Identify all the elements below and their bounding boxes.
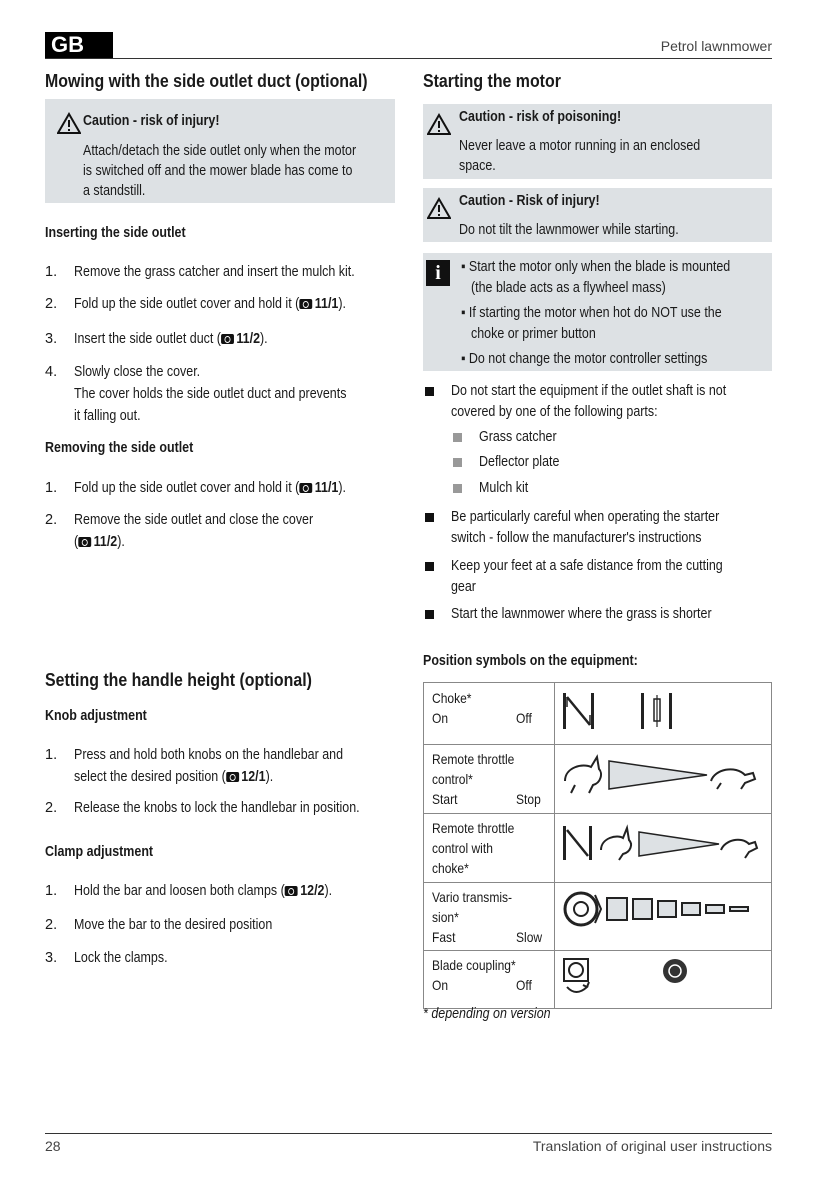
bullet-item: Do not start the equipment if the outlet shaft is not covered by one of the following parts: bbox=[423, 381, 772, 422]
table-cell bbox=[555, 883, 772, 951]
list-item: 3. Insert the side outlet duct ( 11/2). bbox=[45, 331, 268, 347]
page-number: 28 bbox=[45, 1138, 61, 1154]
blade-coupling-icon bbox=[561, 957, 771, 1003]
table-cell bbox=[555, 951, 772, 1009]
list-item: 1. Hold the bar and loosen both clamps ( 12/2). bbox=[45, 883, 333, 899]
subheading-removing: Removing the side outlet bbox=[45, 440, 194, 456]
table-cell: Remote throttle control with choke* bbox=[424, 814, 555, 883]
list-item: 3. Lock the clamps. bbox=[45, 950, 168, 966]
info-icon: i bbox=[426, 260, 450, 286]
info-box: i ▪ Start the motor only when the blade is mounted (the blade acts as a flywheel mass) ▪ If starting the motor when hot do NOT use the choke or primer button ▪ Do not change the motor controller settings bbox=[423, 253, 772, 371]
caution-box-injury: Caution - risk of injury! Attach/detach the side outlet only when the motor is switched off and the mower blade has come to a standstill. bbox=[45, 99, 395, 203]
section-heading-starting: Starting the motor bbox=[423, 70, 561, 91]
position-symbols-table bbox=[423, 682, 772, 1009]
subheading-knob: Knob adjustment bbox=[45, 708, 147, 724]
list-item: 1. Press and hold both knobs on the handlebar and select the desired position ( 12/1). bbox=[45, 747, 344, 785]
throttle-choke-icon bbox=[561, 822, 771, 872]
warning-icon bbox=[427, 113, 451, 135]
table-row bbox=[424, 951, 772, 1009]
camera-icon bbox=[78, 537, 91, 547]
table-cell bbox=[555, 683, 772, 745]
table-cell: Vario transmis- sion* Fast Slow bbox=[424, 883, 555, 951]
list-item: 2. Remove the side outlet and close the cover ( 11/2). bbox=[45, 512, 314, 550]
camera-icon bbox=[285, 886, 298, 896]
camera-icon bbox=[299, 299, 312, 309]
choke-on-off-icon bbox=[561, 689, 761, 739]
warning-icon bbox=[57, 112, 81, 134]
section-heading-side-outlet: Mowing with the side outlet duct (optional) bbox=[45, 70, 368, 91]
footnote: * depending on version bbox=[423, 1006, 551, 1022]
list-item: 2. Fold up the side outlet cover and hold it ( 11/1). bbox=[45, 296, 346, 312]
camera-icon bbox=[221, 334, 234, 344]
camera-icon bbox=[226, 772, 239, 782]
subheading-inserting: Inserting the side outlet bbox=[45, 225, 186, 241]
table-cell: Choke* On Off bbox=[424, 683, 555, 745]
footer-rule bbox=[45, 1133, 772, 1134]
footer-text: Translation of original user instructions bbox=[532, 1138, 772, 1154]
list-item: 4. Slowly close the cover. The cover holds the side outlet duct and prevents it falling out. bbox=[45, 364, 347, 424]
warning-icon bbox=[427, 197, 451, 219]
section-heading-handle: Setting the handle height (optional) bbox=[45, 669, 312, 690]
table-cell bbox=[555, 745, 772, 814]
table-row bbox=[424, 883, 772, 951]
language-badge: GB bbox=[45, 32, 113, 58]
sub-bullet-item: Grass catcher bbox=[451, 427, 569, 447]
list-item: 1. Remove the grass catcher and insert the mulch kit. bbox=[45, 264, 355, 280]
list-item: 2. Release the knobs to lock the handlebar in position. bbox=[45, 800, 360, 816]
bullet-item: Be particularly careful when operating the starter switch - follow the manufacturer's instructions bbox=[423, 507, 772, 548]
table-row bbox=[424, 814, 772, 883]
header-title: Petrol lawnmower bbox=[660, 38, 772, 54]
sub-bullet-item: Deflector plate bbox=[451, 452, 573, 472]
vario-transmission-icon bbox=[561, 889, 771, 939]
caution-box-poisoning: Caution - risk of poisoning! Never leave a motor running in an enclosed space. bbox=[423, 104, 772, 179]
list-item: 2. Move the bar to the desired position bbox=[45, 917, 273, 933]
subheading-clamp: Clamp adjustment bbox=[45, 844, 154, 860]
bullet-item: Start the lawnmower where the grass is shorter bbox=[423, 604, 772, 624]
sub-bullet-item: Mulch kit bbox=[451, 478, 536, 498]
caution-box-injury-start: Caution - Risk of injury! Do not tilt the lawnmower while starting. bbox=[423, 188, 772, 242]
table-cell: Blade coupling* On Off bbox=[424, 951, 555, 1009]
bullet-item: Keep your feet at a safe distance from the cutting gear bbox=[423, 556, 772, 597]
list-item: 1. Fold up the side outlet cover and hold it ( 11/1). bbox=[45, 480, 346, 496]
table-row bbox=[424, 683, 772, 745]
table-cell: Remote throttle control* Start Stop bbox=[424, 745, 555, 814]
camera-icon bbox=[299, 483, 312, 493]
table-row bbox=[424, 745, 772, 814]
header-rule bbox=[45, 58, 772, 59]
throttle-hare-tortoise-icon bbox=[561, 753, 771, 803]
table-cell bbox=[555, 814, 772, 883]
position-symbols-heading: Position symbols on the equipment: bbox=[423, 653, 638, 669]
